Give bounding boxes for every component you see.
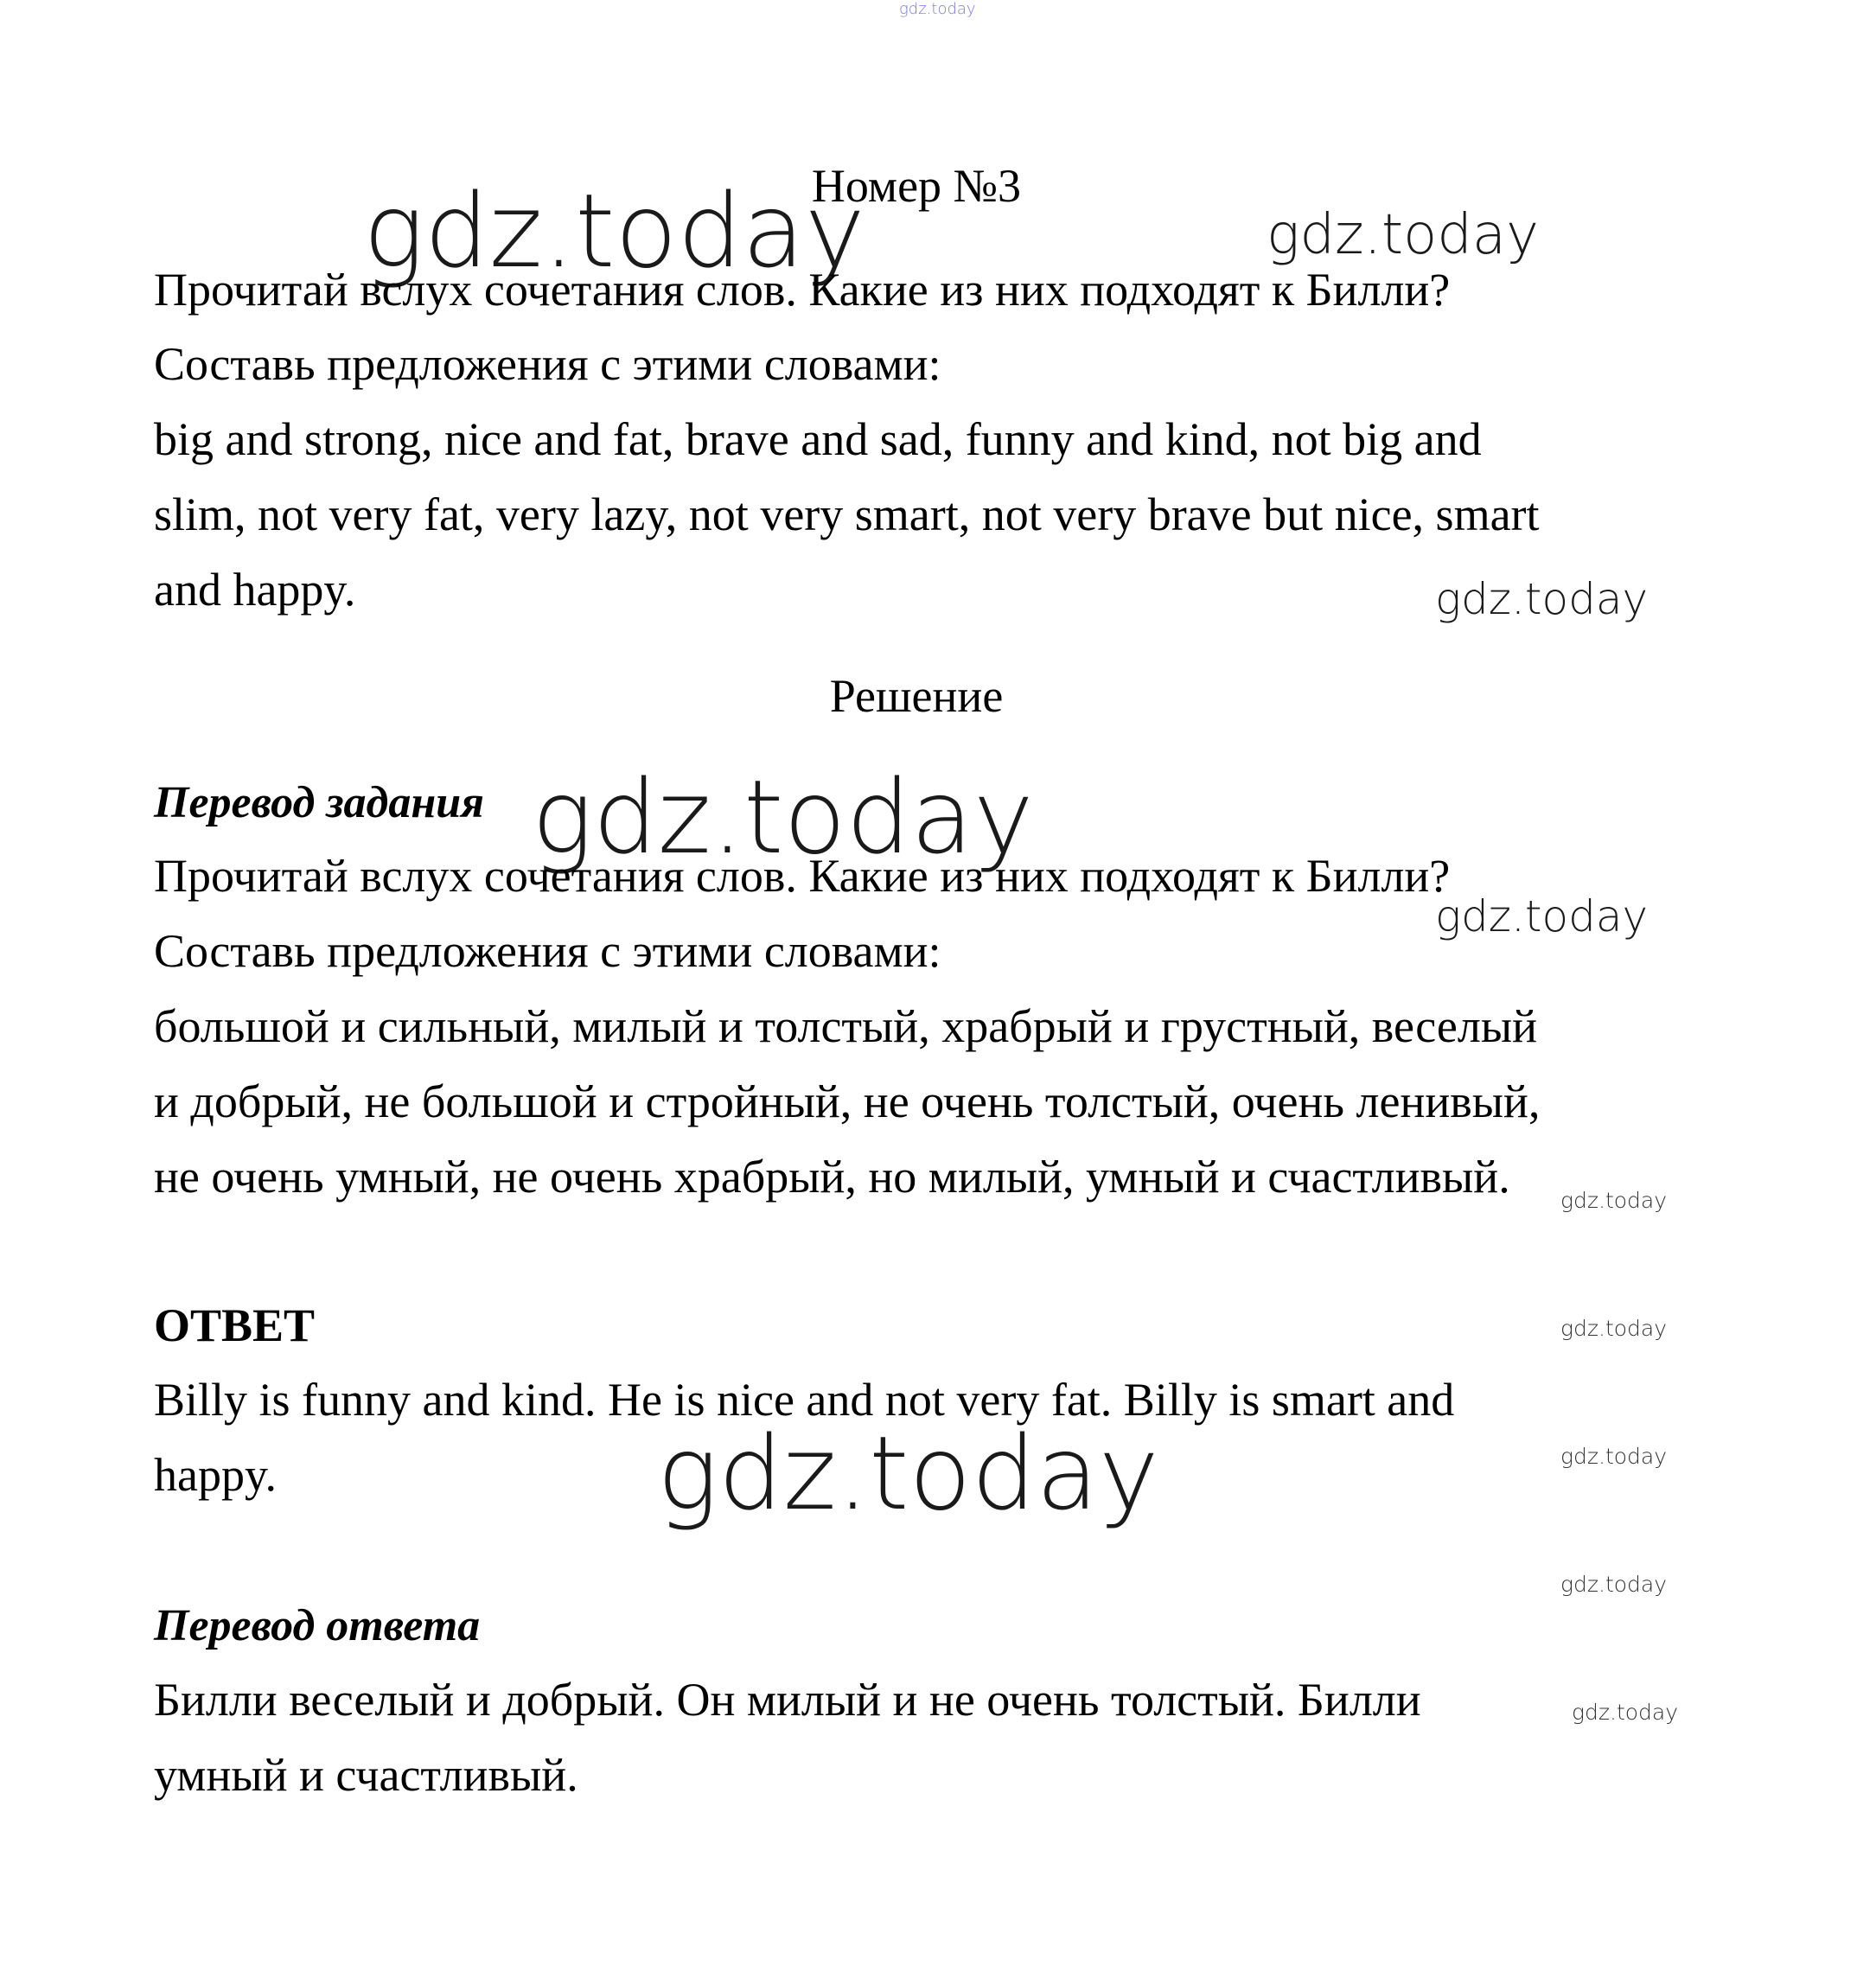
watermark-large-2: gdz.today [532,757,1034,877]
watermark-medium-1: gdz.today [1267,203,1539,267]
translation-line-1: Прочитай вслух сочетания слов. Какие из них подходят к Билли? [154,850,1451,902]
translation-line-3: большой и сильный, милый и толстый, храбрый и грустный, веселый [154,1000,1538,1052]
task-line-5: and happy. [154,564,356,616]
watermark-medium-2: gdz.today [1435,574,1649,624]
watermark-medium-3: gdz.today [1435,891,1649,941]
translation-heading: Перевод задания [154,778,484,827]
watermark-top: gdz.today [899,0,976,18]
watermark-small-3: gdz.today [1560,1444,1668,1469]
answer-heading: ОТВЕТ [154,1299,316,1351]
watermark-small-5: gdz.today [1572,1700,1679,1725]
task-line-3: big and strong, nice and fat, brave and sad, funny and kind, not big and [154,413,1482,465]
watermark-large-3: gdz.today [657,1414,1159,1533]
watermark-small-2: gdz.today [1560,1316,1668,1341]
answer-line-1: Billy is funny and kind. He is nice and not very fat. Billy is smart and [154,1374,1455,1426]
task-line-4: slim, not very fat, very lazy, not very smart, not very brave but nice, smart [154,488,1540,540]
answer-translation-line-2: умный и счастливый. [154,1749,578,1801]
page-title: Номер №3 [811,160,1022,212]
task-line-1: Прочитай вслух сочетания слов. Какие из них подходят к Билли? [154,264,1451,316]
watermark-small-1: gdz.today [1560,1188,1668,1213]
task-line-2: Составь предложения с этими словами: [154,338,941,390]
translation-line-5: не очень умный, не очень храбрый, но милый, умный и счастливый. [154,1151,1510,1203]
translation-line-2: Составь предложения с этими словами: [154,925,941,977]
solution-title: Решение [829,670,1004,722]
answer-translation-heading: Перевод ответа [154,1601,481,1650]
watermark-small-4: gdz.today [1560,1572,1668,1597]
watermark-large-1: gdz.today [363,171,865,290]
answer-translation-line-1: Билли веселый и добрый. Он милый и не очень толстый. Билли [154,1674,1421,1726]
translation-line-4: и добрый, не большой и стройный, не очень толстый, очень ленивый, [154,1075,1541,1127]
answer-line-2: happy. [154,1449,277,1501]
